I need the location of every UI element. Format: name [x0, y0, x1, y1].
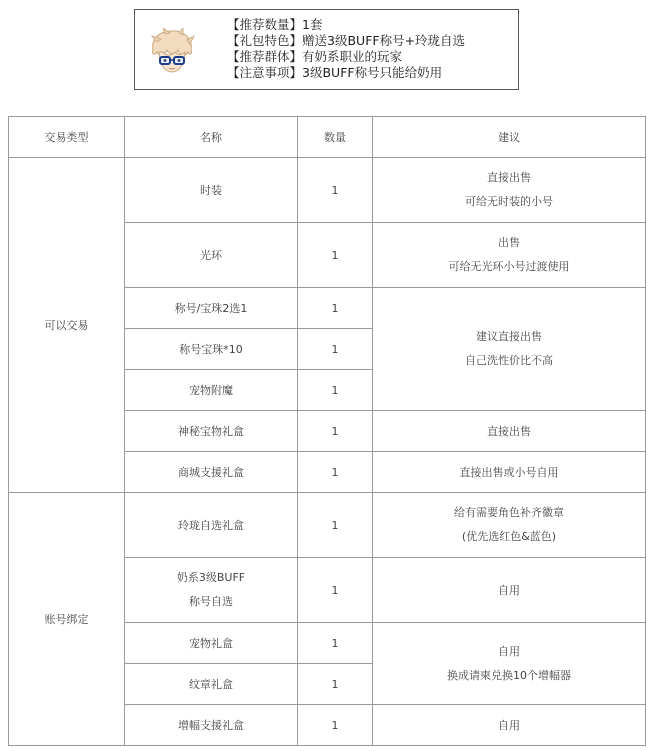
advice-cell: 自用 — [373, 705, 646, 746]
info-line-features: 【礼包特色】赠送3级BUFF称号+玲珑自选 — [227, 33, 466, 48]
item-name-cell: 神秘宝物礼盒 — [125, 411, 298, 452]
quantity-cell: 1 — [298, 664, 373, 705]
info-lines — [227, 17, 465, 81]
info-line-quantity: 【推荐数量】1套 — [227, 17, 323, 32]
advice-cell: 自用 — [373, 558, 646, 623]
advice-cell: 直接出售或小号自用 — [373, 452, 646, 493]
item-name-cell: 宠物礼盒 — [125, 623, 298, 664]
item-name-cell: 时装 — [125, 158, 298, 223]
item-name-cell: 增幅支援礼盒 — [125, 705, 298, 746]
quantity-cell: 1 — [298, 558, 373, 623]
quantity-cell: 1 — [298, 452, 373, 493]
trade-type-cell: 可以交易 — [9, 158, 125, 493]
info-line-notes: 【注意事项】3级BUFF称号只能给奶用 — [227, 65, 443, 80]
header-trade-type: 交易类型 — [9, 117, 125, 158]
item-name-cell: 光环 — [125, 223, 298, 288]
table-row — [9, 493, 646, 558]
advice-cell: 出售 可给无光环小号过渡使用 — [373, 223, 646, 288]
quantity-cell: 1 — [298, 623, 373, 664]
item-name-cell: 称号宝珠*10 — [125, 329, 298, 370]
item-name-cell: 奶系3级BUFF 称号自选 — [125, 558, 298, 623]
package-info-card — [134, 9, 519, 90]
item-name-cell: 宠物附魔 — [125, 370, 298, 411]
advice-cell: 建议直接出售 自己洗性价比不高 — [373, 288, 646, 411]
header-name: 名称 — [125, 117, 298, 158]
item-name-cell: 商城支援礼盒 — [125, 452, 298, 493]
quantity-cell: 1 — [298, 288, 373, 329]
advice-cell: 直接出售 可给无时装的小号 — [373, 158, 646, 223]
advice-cell: 给有需要角色补齐徽章 (优先选红色&蓝色) — [373, 493, 646, 558]
trade-type-cell: 账号绑定 — [9, 493, 125, 746]
table-header-row — [9, 117, 646, 158]
header-advice: 建议 — [373, 117, 646, 158]
table-row — [9, 158, 646, 223]
item-name-cell: 纹章礼盒 — [125, 664, 298, 705]
item-name-cell: 称号/宝珠2选1 — [125, 288, 298, 329]
quantity-cell: 1 — [298, 158, 373, 223]
quantity-cell: 1 — [298, 411, 373, 452]
quantity-cell: 1 — [298, 370, 373, 411]
advice-cell: 直接出售 — [373, 411, 646, 452]
header-quantity: 数量 — [298, 117, 373, 158]
advice-cell: 自用 换成请柬兑换10个增幅器 — [373, 623, 646, 705]
item-advice-table — [8, 116, 646, 746]
quantity-cell: 1 — [298, 493, 373, 558]
quantity-cell: 1 — [298, 329, 373, 370]
avatar-icon — [149, 28, 195, 76]
item-name-cell: 玲珑自选礼盒 — [125, 493, 298, 558]
quantity-cell: 1 — [298, 223, 373, 288]
info-line-audience: 【推荐群体】有奶系职业的玩家 — [227, 49, 403, 64]
quantity-cell: 1 — [298, 705, 373, 746]
